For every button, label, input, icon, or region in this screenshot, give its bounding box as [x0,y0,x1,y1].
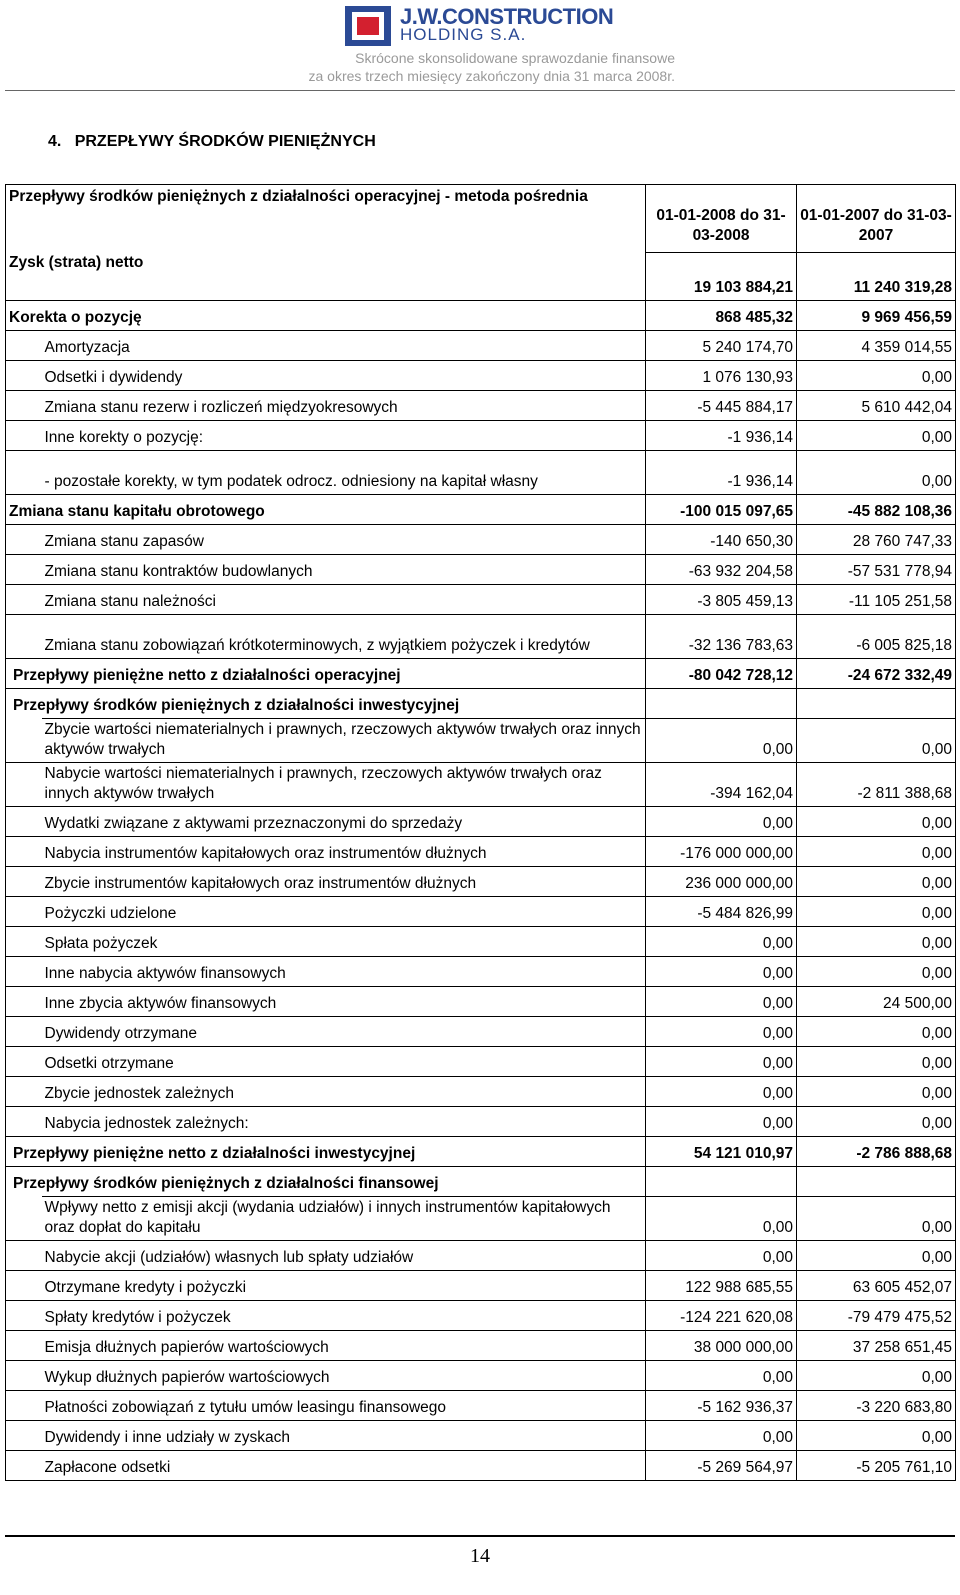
footer-divider [5,1535,955,1537]
row-value-2008: 0,00 [646,719,797,763]
row-value-2008 [646,1167,797,1197]
row-value-2008: 0,00 [646,1361,797,1391]
row-value-2007: 0,00 [797,1197,956,1241]
row-value-2007: 4 359 014,55 [797,331,956,361]
row-value-2007: 9 969 456,59 [797,301,956,331]
row-value-2008: 19 103 884,21 [646,253,797,301]
table-row [6,1391,956,1421]
table-row [6,987,956,1017]
row-value-2007 [797,1167,956,1197]
row-value-2007: -11 105 251,58 [797,585,956,615]
section-title [48,133,376,151]
row-value-2007: 11 240 319,28 [797,253,956,301]
row-value-2008: -63 932 204,58 [646,555,797,585]
row-value-2007: -5 205 761,10 [797,1451,956,1481]
row-label: Dywidendy otrzymane [42,1017,646,1047]
table-row [6,495,956,525]
table-row [6,763,956,807]
table-row [6,391,956,421]
table-row [6,689,956,719]
row-label: Zbycie jednostek zależnych [42,1077,646,1107]
row-value-2008: -5 484 826,99 [646,897,797,927]
row-value-2007: -24 672 332,49 [797,659,956,689]
table-row [6,719,956,763]
row-label: Wykup dłużnych papierów wartościowych [42,1361,646,1391]
row-value-2007: 37 258 651,45 [797,1331,956,1361]
table-title: Przepływy środków pieniężnych z działalności operacyjnej - metoda pośrednia [6,185,646,253]
row-value-2008: 0,00 [646,807,797,837]
row-label: Zbycie instrumentów kapitałowych oraz instrumentów dłużnych [42,867,646,897]
row-value-2008: 1 076 130,93 [646,361,797,391]
row-value-2007: 0,00 [797,1361,956,1391]
header-divider [5,90,955,91]
row-value-2008: 5 240 174,70 [646,331,797,361]
row-value-2008: -5 445 884,17 [646,391,797,421]
row-value-2008: 122 988 685,55 [646,1271,797,1301]
table-row [6,1137,956,1167]
table-row [6,1241,956,1271]
row-label: Zmiana stanu zobowiązań krótkoterminowych, z wyjątkiem pożyczek i kredytów [42,615,646,659]
row-value-2007: 0,00 [797,927,956,957]
row-label: Emisja dłużnych papierów wartościowych [42,1331,646,1361]
row-label: Przepływy środków pieniężnych z działalności finansowej [6,1167,646,1197]
column-header-2008: 01-01-2008 do 31-03-2008 [646,185,797,253]
row-value-2007: 0,00 [797,837,956,867]
row-value-2008: 868 485,32 [646,301,797,331]
row-label: Zmiana stanu kapitału obrotowego [6,495,646,525]
row-value-2008: -1 936,14 [646,451,797,495]
row-label: Zmiana stanu należności [42,585,646,615]
row-value-2007: -6 005 825,18 [797,615,956,659]
row-label: Nabycie akcji (udziałów) własnych lub spłaty udziałów [42,1241,646,1271]
row-value-2007: 5 610 442,04 [797,391,956,421]
row-value-2007: 28 760 747,33 [797,525,956,555]
table-row [6,421,956,451]
table-row [6,585,956,615]
table-row [6,1331,956,1361]
row-value-2007: 0,00 [797,1077,956,1107]
row-value-2008: 0,00 [646,1017,797,1047]
table-row [6,1197,956,1241]
row-value-2007: -79 479 475,52 [797,1301,956,1331]
row-label: Wpływy netto z emisji akcji (wydania udziałów) i innych instrumentów kapitałowych oraz dopłat do kapitału [42,1197,646,1241]
table-row [6,253,956,301]
row-value-2007: -57 531 778,94 [797,555,956,585]
row-value-2007: 0,00 [797,451,956,495]
row-value-2008: -176 000 000,00 [646,837,797,867]
row-value-2008: 0,00 [646,1077,797,1107]
row-label: Odsetki i dywidendy [42,361,646,391]
row-label: Spłaty kredytów i pożyczek [42,1301,646,1331]
row-label: Inne korekty o pozycję: [42,421,646,451]
table-row [6,837,956,867]
table-row [6,1167,956,1197]
table-row [6,451,956,495]
row-value-2008: -5 269 564,97 [646,1451,797,1481]
row-label: Zmiana stanu zapasów [42,525,646,555]
table-row [6,1107,956,1137]
row-value-2008: -5 162 936,37 [646,1391,797,1421]
row-value-2008: 0,00 [646,1197,797,1241]
row-label: Spłata pożyczek [42,927,646,957]
row-value-2007: -45 882 108,36 [797,495,956,525]
row-label: Otrzymane kredyty i pożyczki [42,1271,646,1301]
table-row [6,1271,956,1301]
section-number: 4. [48,133,62,150]
row-label: Odsetki otrzymane [42,1047,646,1077]
table-row [6,301,956,331]
row-value-2007: 0,00 [797,1421,956,1451]
row-value-2007: 0,00 [797,1107,956,1137]
row-label: Nabycia jednostek zależnych: [42,1107,646,1137]
table-row [6,555,956,585]
row-label: Zysk (strata) netto [6,253,646,301]
row-label: Przepływy środków pieniężnych z działalności inwestycyjnej [6,689,646,719]
row-value-2007: 0,00 [797,1017,956,1047]
table-row [6,615,956,659]
row-value-2008: -80 042 728,12 [646,659,797,689]
row-value-2007: 0,00 [797,807,956,837]
table-row [6,957,956,987]
table-row [6,361,956,391]
row-value-2007: 0,00 [797,957,956,987]
row-value-2007: 0,00 [797,1047,956,1077]
row-label: Przepływy pieniężne netto z działalności operacyjnej [6,659,646,689]
row-value-2008: 38 000 000,00 [646,1331,797,1361]
row-value-2008: -124 221 620,08 [646,1301,797,1331]
row-value-2008: 0,00 [646,957,797,987]
table-row [6,897,956,927]
row-label: Amortyzacja [42,331,646,361]
table-row [6,1017,956,1047]
table-row [6,1047,956,1077]
page-number: 14 [470,1545,490,1567]
table-row [6,331,956,361]
row-label: Nabycie wartości niematerialnych i prawnych, rzeczowych aktywów trwałych oraz innych aktywów trwałych [42,763,646,807]
row-value-2008: 0,00 [646,1107,797,1137]
row-value-2007: -2 786 888,68 [797,1137,956,1167]
row-label: Zmiana stanu kontraktów budowlanych [42,555,646,585]
row-value-2008: 0,00 [646,987,797,1017]
row-value-2007: -2 811 388,68 [797,763,956,807]
row-label: Płatności zobowiązań z tytułu umów leasingu finansowego [42,1391,646,1421]
report-subtitle-line1: Skrócone skonsolidowane sprawozdanie finansowe [355,50,675,66]
row-value-2008: -3 805 459,13 [646,585,797,615]
row-value-2008: -394 162,04 [646,763,797,807]
row-value-2007: 63 605 452,07 [797,1271,956,1301]
row-label: Inne zbycia aktywów finansowych [42,987,646,1017]
row-label: Korekta o pozycję [6,301,646,331]
row-value-2007 [797,689,956,719]
row-label: Pożyczki udzielone [42,897,646,927]
table-row [6,1077,956,1107]
row-label: Przepływy pieniężne netto z działalności inwestycyjnej [6,1137,646,1167]
table-row [6,867,956,897]
row-value-2008: 0,00 [646,1047,797,1077]
row-value-2008: 0,00 [646,1241,797,1271]
row-value-2008 [646,689,797,719]
row-value-2007: 0,00 [797,1241,956,1271]
section-title-text: PRZEPŁYWY ŚRODKÓW PIENIĘŻNYCH [74,133,376,150]
row-value-2008: -32 136 783,63 [646,615,797,659]
table-row [6,1451,956,1481]
row-label: Zmiana stanu rezerw i rozliczeń międzyokresowych [42,391,646,421]
row-value-2008: -1 936,14 [646,421,797,451]
row-label: Nabycia instrumentów kapitałowych oraz instrumentów dłużnych [42,837,646,867]
row-label: Wydatki związane z aktywami przeznaczonymi do sprzedaży [42,807,646,837]
row-value-2007: 0,00 [797,897,956,927]
row-value-2008: -100 015 097,65 [646,495,797,525]
row-value-2008: 54 121 010,97 [646,1137,797,1167]
page-header [0,0,960,92]
table-row [6,525,956,555]
column-header-2007: 01-01-2007 do 31-03-2007 [797,185,956,253]
cash-flow-table [5,184,956,1481]
table-row [6,1361,956,1391]
row-value-2007: 24 500,00 [797,987,956,1017]
table-row [6,1301,956,1331]
row-value-2007: 0,00 [797,719,956,763]
report-subtitle-line2: za okres trzech miesięcy zakończony dnia 31 marca 2008r. [308,68,675,84]
row-label: Dywidendy i inne udziały w zyskach [42,1421,646,1451]
row-value-2008: 0,00 [646,1421,797,1451]
row-value-2008: -140 650,30 [646,525,797,555]
table-row [6,659,956,689]
row-label: Zapłacone odsetki [42,1451,646,1481]
table-row [6,1421,956,1451]
row-value-2007: 0,00 [797,361,956,391]
row-value-2007: 0,00 [797,421,956,451]
row-value-2008: 0,00 [646,927,797,957]
company-name: J.W.CONSTRUCTION [400,4,614,29]
table-row [6,807,956,837]
row-value-2008: 236 000 000,00 [646,867,797,897]
company-name-line2: HOLDING S.A. [400,25,527,44]
row-label: - pozostałe korekty, w tym podatek odrocz. odniesiony na kapitał własny [42,451,646,495]
row-label: Zbycie wartości niematerialnych i prawnych, rzeczowych aktywów trwałych oraz innych aktywów trwałych [42,719,646,763]
row-label: Inne nabycia aktywów finansowych [42,957,646,987]
row-value-2007: 0,00 [797,867,956,897]
row-value-2007: -3 220 683,80 [797,1391,956,1421]
company-logo [345,6,391,46]
table-row [6,927,956,957]
